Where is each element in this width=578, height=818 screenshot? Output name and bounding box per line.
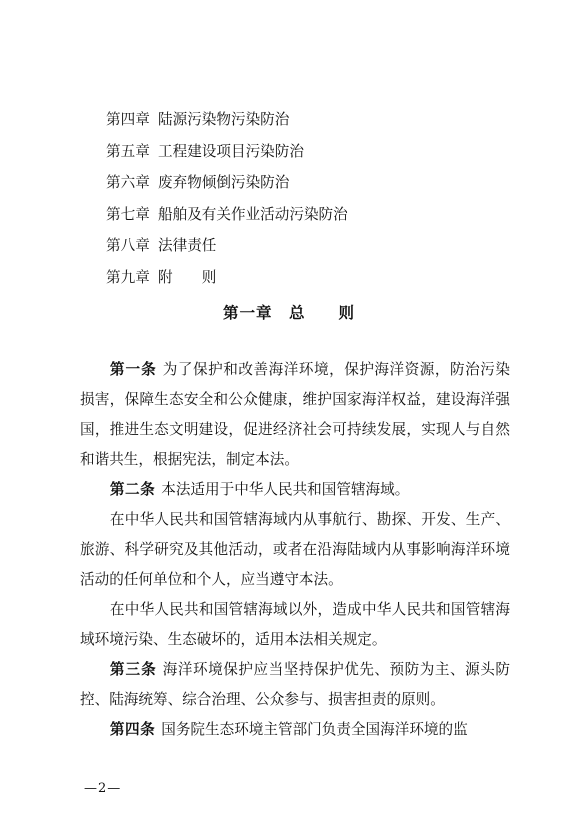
article-text: 海洋环境保护应当坚持保护优先、预防为主、源头防控、陆海统筹、综合治理、公众参与、损害担责的原则。 <box>80 661 510 708</box>
paragraph <box>80 505 510 595</box>
article-text: 国务院生态环境主管部门负责全国海洋环境的监 <box>161 721 468 738</box>
toc-chapter-title: 船舶及有关作业活动污染防治 <box>158 205 348 223</box>
toc-chapter-number: 第六章 <box>106 174 150 191</box>
toc-chapter-title: 法律责任 <box>158 237 217 254</box>
toc-chapter-number: 第四章 <box>106 111 150 128</box>
toc-entry <box>106 230 526 262</box>
article-paragraph <box>80 655 510 715</box>
article-paragraph <box>80 355 510 475</box>
paragraph-text: 在中华人民共和国管辖海域内从事航行、勘探、开发、生产、旅游、科学研究及其他活动，或者在沿海陆域内从事影响海洋环境活动的任何单位和个人，应当遵守本法。 <box>80 511 510 588</box>
article-text: 本法适用于中华人民共和国管辖海域。 <box>161 481 410 498</box>
body-text <box>80 355 510 745</box>
article-number: 第一条 <box>109 361 157 378</box>
toc-chapter-number: 第八章 <box>106 237 150 254</box>
paragraph-text: 在中华人民共和国管辖海域以外，造成中华人民共和国管辖海域环境污染、生态破坏的，适用本法相关规定。 <box>80 601 510 648</box>
toc-chapter-title: 工程建设项目污染防治 <box>158 142 304 160</box>
paragraph <box>80 595 510 655</box>
toc-entry <box>106 199 526 231</box>
table-of-contents <box>106 104 526 293</box>
toc-entry <box>106 167 526 199</box>
article-number: 第四条 <box>109 721 156 738</box>
article-number: 第三条 <box>109 661 157 678</box>
toc-chapter-number: 第五章 <box>106 142 150 160</box>
article-paragraph <box>80 475 510 505</box>
toc-entry <box>106 262 526 294</box>
toc-chapter-title: 附 则 <box>158 268 217 286</box>
article-paragraph <box>80 715 510 745</box>
page-number: —2— <box>84 781 122 796</box>
toc-chapter-title: 废弃物倾倒污染防治 <box>158 174 290 191</box>
article-number: 第二条 <box>109 481 156 498</box>
chapter-heading: 第一章 总 则 <box>222 304 355 322</box>
toc-chapter-number: 第七章 <box>106 205 150 223</box>
toc-entry <box>106 136 526 168</box>
article-text: 为了保护和改善海洋环境，保护海洋资源，防治污染损害，保障生态安全和公众健康，维护国家海洋权益，建设海洋强国，推进生态文明建设，促进经济社会可持续发展，实现人与自然和谐共生，根据宪法，制定本法。 <box>80 361 510 468</box>
toc-chapter-number: 第九章 <box>106 268 150 286</box>
toc-entry <box>106 104 526 136</box>
toc-chapter-title: 陆源污染物污染防治 <box>158 111 290 128</box>
